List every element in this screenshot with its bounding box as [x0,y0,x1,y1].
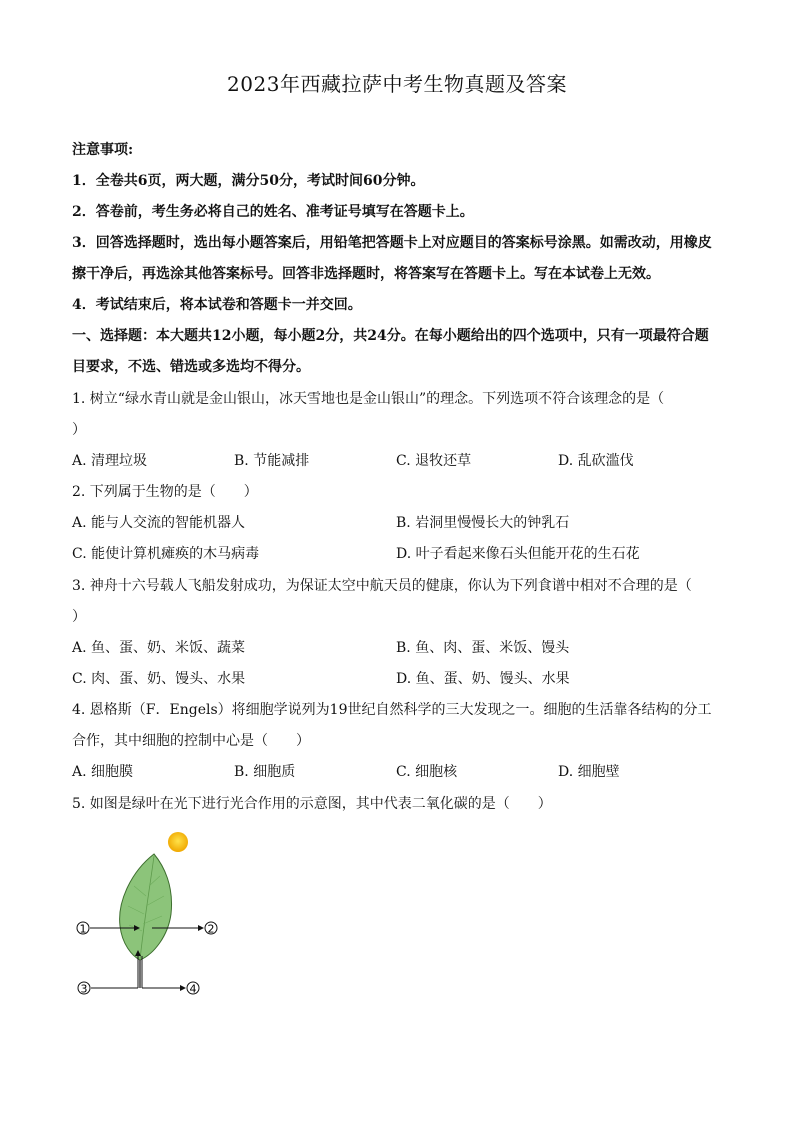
question-4-stem-cont: 合作，其中细胞的控制中心是（ ） [72,733,310,749]
question-2-option-b: B. 岩洞里慢慢长大的钟乳石 [396,515,570,531]
label-1: 1 [79,922,87,936]
leaf-icon [120,854,172,960]
question-5-stem: 5. 如图是绿叶在光下进行光合作用的示意图，其中代表二氧化碳的是（ ） [72,796,552,812]
question-2-option-c: C. 能使计算机瘫痪的木马病毒 [72,546,260,562]
question-1-option-c: C. 退牧还草 [396,453,472,469]
question-2-stem: 2. 下列属于生物的是（ ） [72,484,258,500]
question-3-stem-cont: ） [72,609,86,625]
label-4: 4 [189,982,197,996]
notice-item: 2．答卷前，考生务必将自己的姓名、准考证号填写在答题卡上。 [72,204,474,220]
question-2-option-d: D. 叶子看起来像石头但能开花的生石花 [396,546,640,562]
question-3-option-d: D. 鱼、蛋、奶、馒头、水果 [396,671,570,687]
notice-item: 擦干净后，再选涂其他答案标号。回答非选择题时，将答案写在答题卡上。写在本试卷上无效。 [72,266,660,282]
question-3-option-a: A. 鱼、蛋、奶、米饭、蔬菜 [72,640,246,656]
question-4-option-c: C. 细胞核 [396,764,458,780]
section-heading: 一、选择题：本大题共12小题，每小题2分，共24分。在每小题给出的四个选项中，只有一项最符合题 [72,328,709,344]
sun-icon [168,832,188,852]
notice-heading: 注意事项: [72,142,134,158]
page-title: 2023年西藏拉萨中考生物真题及答案 [227,72,567,96]
question-3-option-c: C. 肉、蛋、奶、馒头、水果 [72,671,246,687]
question-4-stem: 4. 恩格斯（F．Engels）将细胞学说列为19世纪自然科学的三大发现之一。细胞的生活靠各结构的分工 [72,702,712,718]
arrow-4-head [180,985,186,991]
notice-item: 4．考试结束后，将本试卷和答题卡一并交回。 [72,297,362,313]
label-3: 3 [80,982,88,996]
question-4-option-a: A. 细胞膜 [72,764,134,780]
question-1-stem: 1. 树立“绿水青山就是金山银山，冰天雪地也是金山银山”的理念。下列选项不符合该理念的是（ [72,391,665,407]
section-heading-cont: 目要求，不选、错选或多选均不得分。 [72,359,310,375]
question-3-option-b: B. 鱼、肉、蛋、米饭、馒头 [396,640,570,656]
question-1-stem-cont: ） [72,422,86,438]
question-3-stem: 3. 神舟十六号载人飞船发射成功，为保证太空中航天员的健康，你认为下列食谱中相对不合理的是（ [72,578,692,594]
label-2: 2 [207,922,215,936]
photosynthesis-diagram [72,826,232,1006]
question-2-option-a: A. 能与人交流的智能机器人 [72,515,246,531]
notice-item: 3．回答选择题时，选出每小题答案后，用铅笔把答题卡上对应题目的答案标号涂黑。如需改动，用橡皮 [72,235,712,251]
question-1-option-b: B. 节能减排 [234,453,310,469]
question-4-option-d: D. 细胞壁 [558,764,620,780]
question-1-option-a: A. 清理垃圾 [72,453,148,469]
question-1-option-d: D. 乱砍滥伐 [558,453,634,469]
notice-item: 1．全卷共6页，两大题，满分50分，考试时间60分钟。 [72,173,425,189]
arrow-2-head [198,925,204,931]
question-4-option-b: B. 细胞质 [234,764,296,780]
